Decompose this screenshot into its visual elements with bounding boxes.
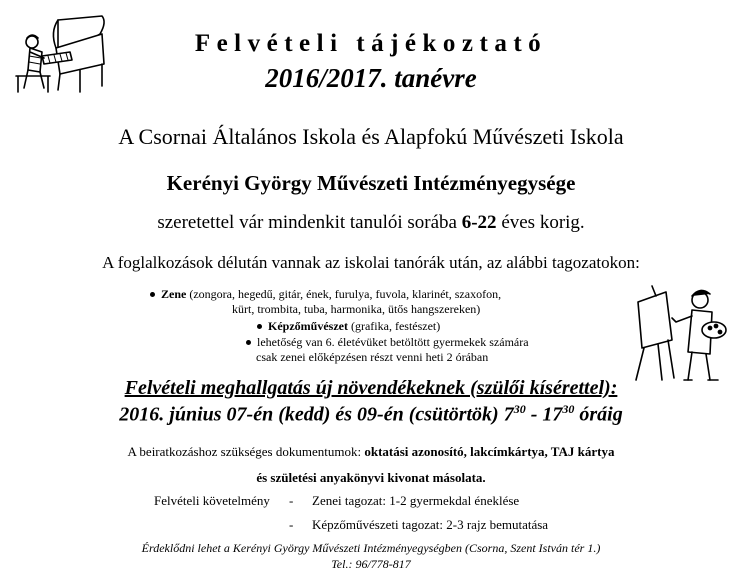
list-item-note bbox=[246, 335, 529, 350]
requirements-label: Felvételi követelmény bbox=[154, 493, 270, 508]
requirement-art: Képzőművészeti tagozat: 2-3 rajz bemutatása bbox=[312, 517, 549, 532]
requirement-music: Zenei tagozat: 1-2 gyermekdal éneklése bbox=[312, 493, 520, 508]
invitation-after: éves korig. bbox=[496, 212, 585, 233]
invitation-text bbox=[0, 212, 742, 234]
documents-items: oktatási azonosító, lakcímkártya, TAJ kártya bbox=[364, 444, 615, 459]
documents-prefix: A beiratkozáshoz szükséges dokumentumok: bbox=[127, 444, 365, 459]
music-title: Zene bbox=[161, 287, 187, 301]
audition-dash: - 17 bbox=[525, 403, 563, 426]
contact-phone: Tel.: 96/778-817 bbox=[331, 557, 411, 571]
list-item-art bbox=[257, 319, 440, 334]
requirements-dash-1: - bbox=[289, 493, 294, 508]
school-name: A Csornai Általános Iskola és Alapfokú Művészeti Iskola bbox=[118, 124, 624, 149]
audition-date bbox=[0, 402, 742, 427]
audition-heading: Felvételi meghallgatás új növendékeknek (szülői kísérettel): bbox=[124, 377, 618, 399]
documents-line-1 bbox=[0, 444, 742, 460]
requirements-dash-2: - bbox=[289, 517, 294, 532]
list-item-music bbox=[150, 287, 501, 302]
music-detail-continued: kürt, trombita, tuba, harmonika, ütős hangszereken) bbox=[232, 302, 481, 316]
audition-date-text: 2016. június 07-én (kedd) és 09-én (csütörtök) 7 bbox=[119, 403, 514, 426]
invitation-before: szeretettel vár mindenkit tanulói sorába bbox=[157, 212, 462, 233]
art-detail: (grafika, festészet) bbox=[347, 319, 441, 333]
page-title: Felvételi tájékoztató bbox=[194, 30, 548, 57]
school-year: 2016/2017. tanévre bbox=[265, 63, 477, 93]
unit-name: Kerényi György Művészeti Intézményegysége bbox=[166, 171, 576, 195]
painter-easel-icon bbox=[628, 282, 733, 382]
contact-address: Érdeklődni lehet a Kerényi György Művészeti Intézményegységben (Csorna, Szent István tér 1.) bbox=[141, 541, 601, 555]
audition-suffix: óráig bbox=[574, 403, 623, 426]
invitation-ages: 6-22 bbox=[461, 212, 497, 233]
bullet-icon bbox=[150, 292, 155, 297]
documents-line-2: és születési anyakönyvi kivonat másolata. bbox=[256, 470, 486, 485]
audition-end-minutes: 30 bbox=[562, 402, 575, 416]
bullet-icon bbox=[257, 324, 262, 329]
music-detail: (zongora, hegedű, gitár, ének, furulya, fuvola, klarinét, szaxofon, bbox=[186, 287, 502, 301]
audition-start-minutes: 30 bbox=[513, 402, 526, 416]
note-line-1: lehetőség van 6. életévüket betöltött gyermekek számára bbox=[257, 335, 529, 349]
classes-intro: A foglalkozások délután vannak az iskolai tanórák után, az alábbi tagozatokon: bbox=[102, 253, 640, 272]
note-line-2: csak zenei előképzésen részt venni heti 2 órában bbox=[256, 350, 489, 364]
art-title: Képzőművészet bbox=[268, 319, 348, 333]
bullet-icon bbox=[246, 340, 251, 345]
